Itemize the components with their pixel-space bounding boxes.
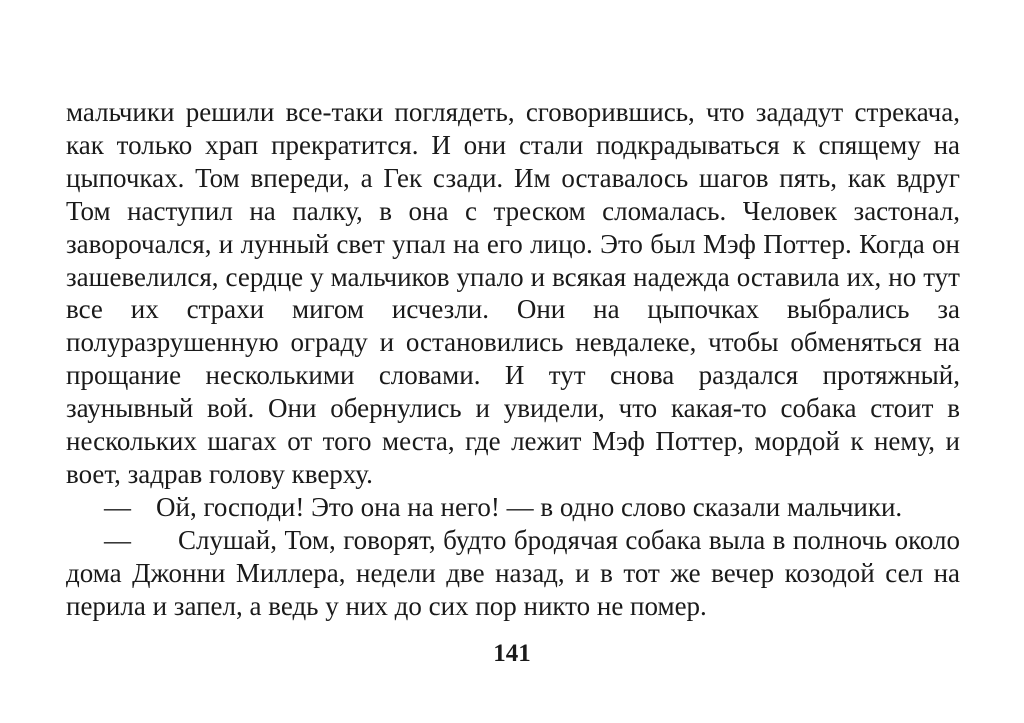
dialog-line-1 — [66, 491, 960, 524]
paragraph-main: мальчики решили все-таки поглядеть, сговорившись, что зададут стрекача, как только храп прекратится. И они стали подкрадываться к спящему на цыпочках. Том впереди, а Гек сзади. Им оставалось шагов пять, как вдруг Том наступил на палку, в она с треском сломалась. Человек застонал, заворочался, и лунный свет упал на его лицо. Это был Мэф Поттер. Когда он зашевелился, сердце у мальчиков упало и всякая надежда оставила их, но тут все их страхи мигом исчезли. Они на цыпочках выбрались за полуразрушенную ограду и остановились невдалеке, чтобы обменяться на прощание несколькими словами. И тут снова раздался протяжный, заунывный вой. Они обернулись и увидели, что какая-то собака стоит в нескольких шагах от того места, где лежит Мэф Поттер, мордой к нему, и воет, задрав голову кверху. — [66, 97, 960, 489]
dialog-dash: — — [104, 491, 131, 522]
dialog-text: Ой, господи! Это она на него! — в одно слово сказали мальчики. — [156, 491, 903, 522]
dialog-text: Слушай, Том, говорят, будто бродячая собака выла в полночь около дома Джонни Миллера, недели две назад, и в тот же вечер козодой сел на перила и запел, а ведь у них до сих пор никто не помер. — [66, 524, 960, 621]
dialog-dash: — — [104, 524, 131, 555]
dialog-line-2 — [66, 524, 960, 623]
page-number: 141 — [493, 640, 531, 667]
page-body — [66, 96, 960, 623]
